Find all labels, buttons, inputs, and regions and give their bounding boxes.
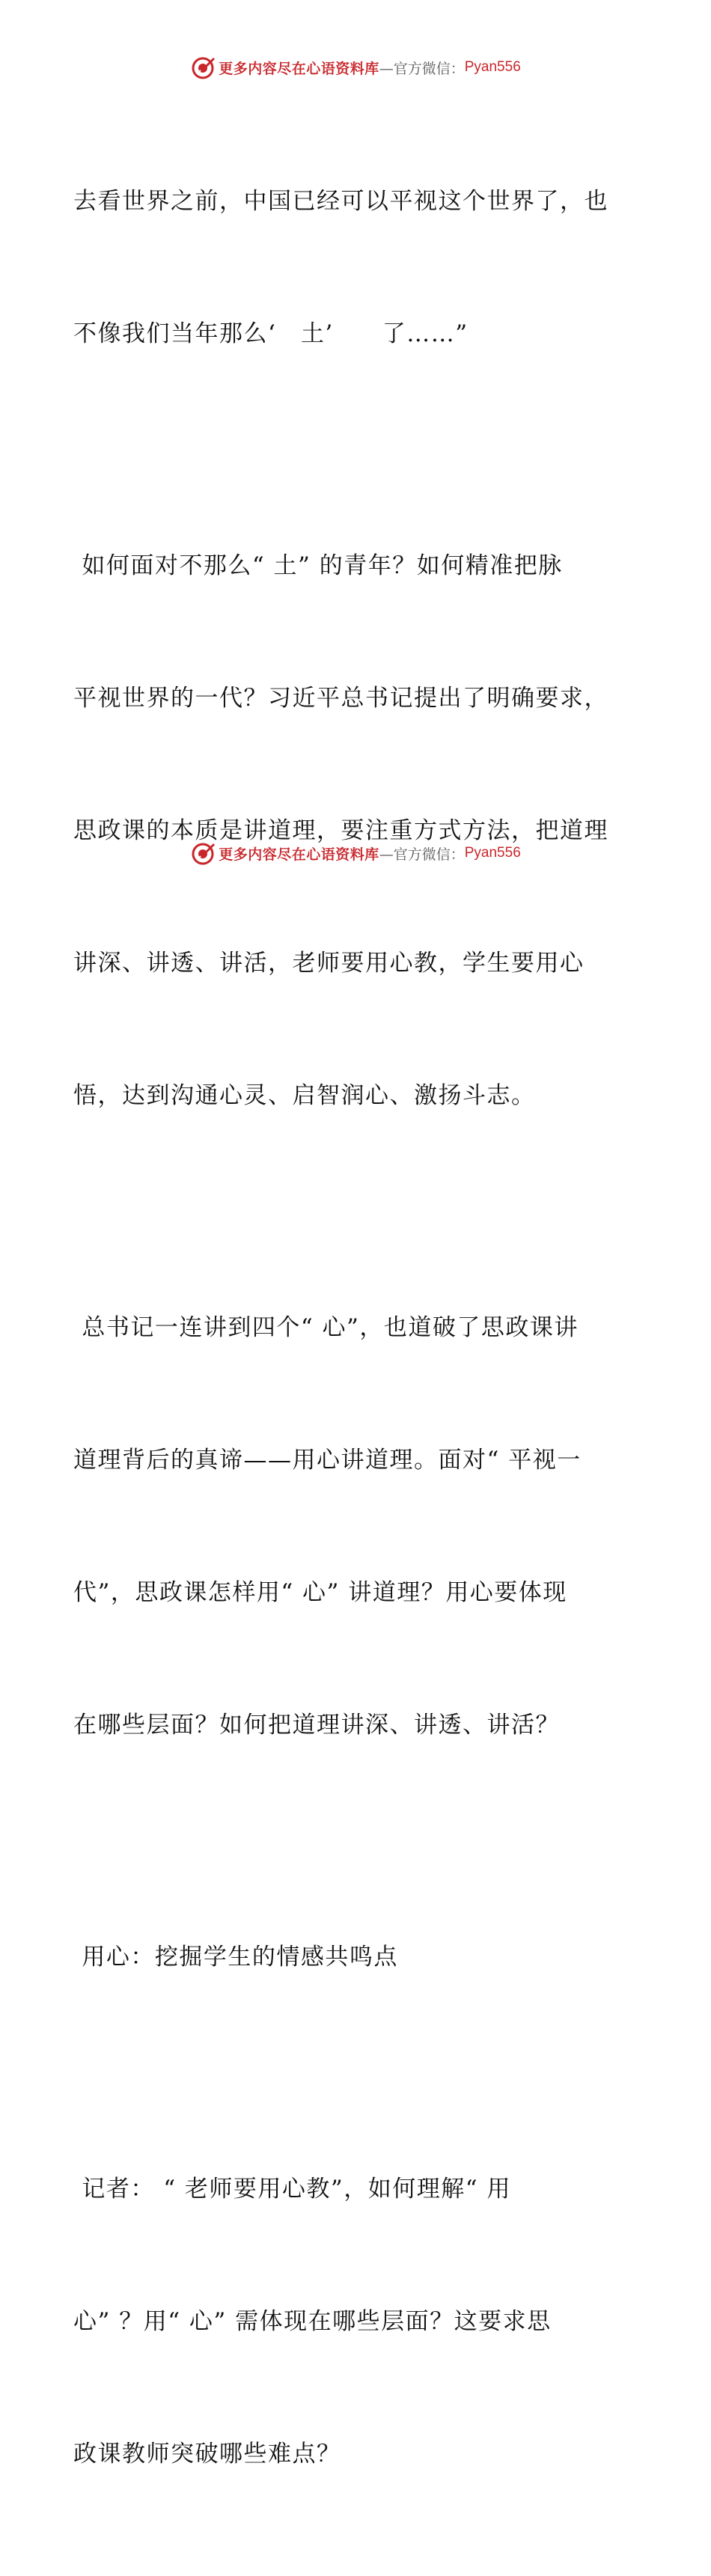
text-line: 不像我们当年那么‘ 土’ 了……” bbox=[73, 320, 469, 347]
text-line: 去看世界之前，中国已经可以平视这个世界了，也 bbox=[73, 188, 608, 215]
footer-wechat-id: Pyan556 bbox=[464, 845, 521, 861]
text-line: 悟，达到沟通心灵、启智润心、激扬斗志。 bbox=[73, 1082, 536, 1109]
text-line: 记者： “ 老师要用心教”，如何理解“ 用 bbox=[73, 2176, 511, 2203]
text-line: 思政课的本质是讲道理，要注重方式方法，把道理 bbox=[73, 817, 608, 844]
text-line: 用心：挖掘学生的情感共鸣点 bbox=[73, 1944, 398, 1971]
paragraph-5 bbox=[73, 2079, 642, 2565]
text-line: 平视世界的一代？习近平总书记提出了明确要求， bbox=[73, 685, 608, 712]
header-banner bbox=[0, 54, 711, 81]
header-wechat-id: Pyan556 bbox=[464, 59, 521, 75]
text-line: 道理背后的真谛——用心讲道理。面对“ 平视一 bbox=[73, 1447, 582, 1474]
text-line: 如何面对不那么“ 土” 的青年？如何精准把脉 bbox=[73, 552, 563, 579]
paragraph-1 bbox=[73, 91, 642, 445]
paragraph-3 bbox=[73, 1218, 642, 1836]
footer-banner bbox=[0, 840, 711, 867]
footer-official-text: —官方微信： bbox=[379, 846, 465, 863]
pen-logo-icon bbox=[190, 55, 216, 80]
footer-brand-text: 更多内容尽在心语资料库 bbox=[219, 846, 379, 863]
paragraph-2 bbox=[73, 456, 642, 1206]
text-line: 代”，思政课怎样用“ 心” 讲道理？用心要体现 bbox=[73, 1579, 567, 1606]
text-line: 政课教师突破哪些难点？ bbox=[73, 2441, 341, 2467]
header-brand-text: 更多内容尽在心语资料库 bbox=[219, 60, 379, 77]
text-line: 讲深、讲透、讲活，老师要用心教，学生要用心 bbox=[73, 950, 585, 977]
section-heading bbox=[73, 1847, 642, 2068]
text-line: 在哪些层面？如何把道理讲深、讲透、讲活？ bbox=[73, 1712, 560, 1739]
text-line: 总书记一连讲到四个“ 心”，也道破了思政课讲 bbox=[73, 1314, 579, 1341]
text-line: 心” ？用“ 心” 需体现在哪些层面？这要求思 bbox=[73, 2308, 552, 2335]
document-body bbox=[73, 91, 642, 2576]
pen-logo-icon bbox=[190, 840, 216, 866]
header-official-text: —官方微信： bbox=[379, 60, 465, 77]
